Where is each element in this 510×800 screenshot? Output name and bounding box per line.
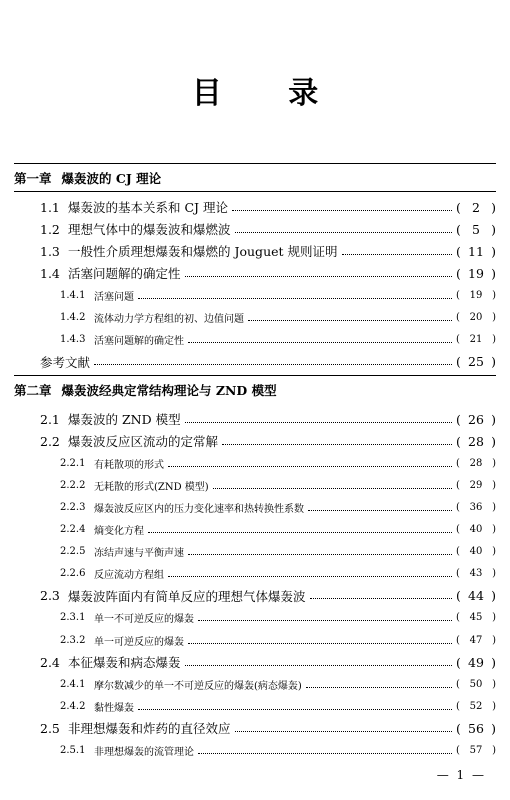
toc-section-entry bbox=[40, 718, 496, 738]
paren-close: ) bbox=[492, 634, 496, 646]
entry-page bbox=[456, 612, 496, 623]
entry-title: 黏性爆轰 bbox=[94, 702, 134, 714]
entry-title: 活塞问题解的确定性 bbox=[94, 336, 184, 348]
entry-page bbox=[456, 745, 496, 756]
entry-page bbox=[456, 266, 496, 281]
entry-page-number: 19 bbox=[468, 265, 484, 281]
toc-subsection-entry bbox=[60, 475, 496, 495]
dot-leader bbox=[308, 510, 452, 511]
section-rule bbox=[14, 163, 496, 164]
entry-page-number: 21 bbox=[469, 334, 483, 346]
entry-number: 2.4 bbox=[40, 654, 60, 670]
entry-page bbox=[456, 701, 496, 712]
entry-title: 无耗散的形式(ZND 模型) bbox=[94, 481, 209, 493]
paren-open: ( bbox=[456, 354, 461, 370]
entry-title: 参考文献 bbox=[40, 354, 91, 370]
dot-leader bbox=[94, 364, 452, 365]
dot-leader bbox=[148, 532, 452, 533]
dot-leader bbox=[185, 422, 452, 423]
entry-page-number: 5 bbox=[472, 221, 480, 237]
paren-close: ) bbox=[492, 289, 496, 301]
entry-title: 单一可逆反应的爆轰 bbox=[94, 636, 184, 648]
dot-leader bbox=[188, 342, 452, 343]
entry-number: 2.2.4 bbox=[60, 524, 86, 535]
entry-page bbox=[456, 222, 496, 237]
entry-number: 1.1 bbox=[40, 199, 60, 215]
paren-close: ) bbox=[491, 354, 496, 370]
paren-open: ( bbox=[456, 634, 460, 646]
entry-title: 本征爆轰和病态爆轰 bbox=[68, 655, 181, 671]
toc-section-entry bbox=[40, 409, 496, 429]
paren-open: ( bbox=[456, 221, 461, 237]
entry-page bbox=[456, 244, 496, 259]
entry-page bbox=[456, 655, 496, 670]
dot-leader bbox=[232, 210, 452, 211]
dot-leader bbox=[198, 620, 452, 621]
entry-number: 2.2.5 bbox=[60, 546, 86, 558]
toc-subsection-entry bbox=[60, 285, 496, 305]
entry-page bbox=[456, 588, 496, 603]
paren-close: ) bbox=[491, 199, 496, 215]
toc-subsection-entry bbox=[60, 520, 496, 540]
entry-title: 有耗散项的形式 bbox=[94, 459, 164, 471]
entry-title: 单一不可逆反应的爆轰 bbox=[94, 614, 194, 626]
paren-close: ) bbox=[492, 312, 496, 323]
chapter-label: 第二章 bbox=[14, 383, 52, 398]
entry-number: 1.4 bbox=[40, 265, 60, 281]
paren-open: ( bbox=[456, 700, 460, 712]
entry-page-number: 40 bbox=[469, 524, 483, 535]
entry-page-number: 29 bbox=[469, 479, 483, 491]
paren-open: ( bbox=[456, 265, 461, 281]
entry-number: 1.3 bbox=[40, 243, 60, 259]
entry-page bbox=[456, 721, 496, 736]
paren-open: ( bbox=[456, 501, 460, 513]
paren-open: ( bbox=[456, 546, 460, 558]
entry-page bbox=[456, 290, 496, 301]
entry-page bbox=[456, 480, 496, 491]
entry-page-number: 43 bbox=[469, 568, 483, 580]
entry-title: 熵变化方程 bbox=[94, 526, 144, 537]
entry-number: 2.2 bbox=[40, 433, 60, 449]
entry-page bbox=[456, 354, 496, 369]
paren-open: ( bbox=[456, 289, 460, 301]
toc-references-entry bbox=[40, 352, 496, 372]
entry-number: 1.4.1 bbox=[60, 289, 86, 301]
dot-leader bbox=[310, 598, 452, 599]
entry-page bbox=[456, 679, 496, 690]
paren-open: ( bbox=[456, 745, 460, 756]
entry-title: 爆轰波的基本关系和 CJ 理论 bbox=[68, 200, 229, 215]
paren-close: ) bbox=[491, 221, 496, 237]
dot-leader bbox=[188, 643, 452, 644]
toc-subsection-entry bbox=[60, 608, 496, 628]
paren-open: ( bbox=[456, 654, 461, 670]
paren-open: ( bbox=[456, 411, 461, 427]
entry-number: 2.2.6 bbox=[60, 568, 86, 580]
paren-close: ) bbox=[491, 411, 496, 427]
entry-number: 2.2.3 bbox=[60, 501, 86, 513]
chapter-label: 第一章 bbox=[14, 171, 52, 186]
entry-page-number: 19 bbox=[469, 289, 483, 301]
entry-page bbox=[456, 635, 496, 646]
entry-page-number: 28 bbox=[468, 433, 484, 449]
entry-title: 爆轰波反应区内的压力变化速率和热转换性系数 bbox=[94, 503, 304, 515]
dot-leader bbox=[198, 753, 452, 754]
toc-subsection-entry bbox=[60, 564, 496, 584]
toc-section-entry bbox=[40, 586, 496, 606]
entry-number: 2.4.2 bbox=[60, 700, 86, 712]
dot-leader bbox=[306, 687, 452, 688]
paren-close: ) bbox=[492, 524, 496, 535]
entry-page-number: 44 bbox=[468, 588, 484, 604]
paren-open: ( bbox=[456, 334, 460, 346]
entry-page bbox=[456, 502, 496, 513]
page-number: — 1 — bbox=[436, 768, 486, 782]
entry-page bbox=[456, 524, 496, 535]
toc-subsection-entry bbox=[60, 741, 496, 761]
toc-section-entry bbox=[40, 219, 496, 239]
entry-number: 2.5.1 bbox=[60, 745, 86, 756]
toc-subsection-entry bbox=[60, 330, 496, 350]
entry-page bbox=[456, 546, 496, 557]
paren-open: ( bbox=[456, 312, 460, 323]
dot-leader bbox=[222, 444, 452, 445]
entry-number: 2.2.1 bbox=[60, 457, 86, 469]
paren-open: ( bbox=[456, 457, 460, 469]
paren-close: ) bbox=[492, 745, 496, 756]
entry-number: 1.4.2 bbox=[60, 312, 86, 323]
toc-subsection-entry bbox=[60, 674, 496, 694]
entry-page-number: 52 bbox=[469, 700, 483, 712]
chapter-title: 爆轰波的 CJ 理论 bbox=[61, 171, 162, 186]
paren-close: ) bbox=[492, 479, 496, 491]
entry-title: 摩尔数减少的单一不可逆反应的爆轰(病态爆轰) bbox=[94, 680, 302, 692]
toc-section-entry bbox=[40, 431, 496, 451]
entry-title: 一般性介质理想爆轰和爆燃的 Jouguet 规则证明 bbox=[68, 244, 338, 260]
entry-number: 2.1 bbox=[40, 411, 60, 427]
toc-subsection-entry bbox=[60, 696, 496, 716]
paren-close: ) bbox=[492, 700, 496, 712]
paren-open: ( bbox=[456, 199, 461, 215]
entry-page-number: 49 bbox=[468, 654, 484, 670]
entry-number: 2.3.2 bbox=[60, 634, 86, 646]
chapter-heading bbox=[14, 380, 496, 400]
entry-page bbox=[456, 458, 496, 469]
section-rule bbox=[14, 375, 496, 376]
entry-title: 爆轰波反应区流动的定常解 bbox=[68, 434, 219, 450]
entry-title: 理想气体中的爆轰波和爆燃波 bbox=[68, 222, 231, 238]
paren-close: ) bbox=[491, 243, 496, 259]
paren-close: ) bbox=[492, 334, 496, 346]
paren-close: ) bbox=[492, 678, 496, 690]
paren-open: ( bbox=[456, 588, 461, 604]
entry-page bbox=[456, 412, 496, 427]
paren-close: ) bbox=[492, 612, 496, 624]
entry-page bbox=[456, 434, 496, 449]
entry-number: 2.3 bbox=[40, 588, 60, 604]
paren-open: ( bbox=[456, 524, 460, 535]
dot-leader bbox=[248, 320, 452, 321]
paren-open: ( bbox=[456, 433, 461, 449]
entry-number: 2.3.1 bbox=[60, 612, 86, 624]
toc-subsection-entry bbox=[60, 630, 496, 650]
dot-leader bbox=[235, 232, 452, 233]
entry-title: 冻结声速与平衡声速 bbox=[94, 548, 184, 560]
dot-leader bbox=[138, 298, 452, 299]
entry-title: 非理想爆轰和炸药的直径效应 bbox=[68, 721, 231, 737]
page-title: 目 录 bbox=[191, 76, 347, 111]
entry-page-number: 56 bbox=[468, 720, 484, 736]
entry-page-number: 47 bbox=[469, 634, 483, 646]
entry-title: 非理想爆轰的流管理论 bbox=[94, 747, 194, 758]
paren-open: ( bbox=[456, 612, 460, 624]
entry-title: 反应流动方程组 bbox=[94, 570, 164, 582]
entry-page-number: 11 bbox=[468, 243, 484, 259]
paren-open: ( bbox=[456, 568, 460, 580]
paren-close: ) bbox=[491, 588, 496, 604]
dot-leader bbox=[168, 576, 452, 577]
paren-close: ) bbox=[491, 720, 496, 736]
entry-page bbox=[456, 312, 496, 323]
paren-open: ( bbox=[456, 720, 461, 736]
paren-open: ( bbox=[456, 243, 461, 259]
entry-page-number: 25 bbox=[468, 354, 484, 370]
toc-subsection-entry bbox=[60, 497, 496, 517]
entry-page bbox=[456, 568, 496, 579]
dot-leader bbox=[185, 276, 452, 277]
entry-page-number: 28 bbox=[469, 457, 483, 469]
toc-section-entry bbox=[40, 652, 496, 672]
entry-number: 2.2.2 bbox=[60, 479, 86, 491]
entry-page bbox=[456, 334, 496, 345]
entry-title: 爆轰波的 ZND 模型 bbox=[68, 412, 181, 427]
paren-open: ( bbox=[456, 678, 460, 690]
entry-page-number: 45 bbox=[469, 612, 483, 624]
paren-close: ) bbox=[492, 546, 496, 558]
entry-number: 1.2 bbox=[40, 221, 60, 237]
paren-close: ) bbox=[491, 433, 496, 449]
toc-section-entry bbox=[40, 263, 496, 283]
paren-close: ) bbox=[491, 265, 496, 281]
dot-leader bbox=[213, 488, 452, 489]
entry-title: 流体动力学方程组的初、边值问题 bbox=[94, 314, 244, 325]
dot-leader bbox=[185, 665, 452, 666]
entry-page-number: 40 bbox=[469, 546, 483, 558]
entry-page-number: 50 bbox=[469, 678, 483, 690]
entry-title: 活塞问题 bbox=[94, 291, 134, 303]
toc-section-entry bbox=[40, 241, 496, 261]
entry-title: 爆轰波阵面内有简单反应的理想气体爆轰波 bbox=[68, 588, 306, 604]
dot-leader bbox=[168, 466, 452, 467]
toc-subsection-entry bbox=[60, 453, 496, 473]
chapter-title: 爆轰波经典定常结构理论与 ZND 模型 bbox=[61, 383, 277, 398]
entry-page-number: 57 bbox=[469, 745, 483, 756]
paren-open: ( bbox=[456, 479, 460, 491]
entry-page-number: 2 bbox=[472, 199, 480, 215]
entry-page-number: 26 bbox=[468, 411, 484, 427]
toc-subsection-entry bbox=[60, 308, 496, 328]
chapter-heading bbox=[14, 168, 496, 188]
paren-close: ) bbox=[492, 457, 496, 469]
entry-page-number: 20 bbox=[469, 312, 483, 323]
paren-close: ) bbox=[492, 568, 496, 580]
entry-number: 1.4.3 bbox=[60, 334, 86, 346]
paren-close: ) bbox=[491, 654, 496, 670]
entry-page bbox=[456, 200, 496, 215]
toc-section-entry bbox=[40, 197, 496, 217]
paren-close: ) bbox=[492, 501, 496, 513]
entry-number: 2.5 bbox=[40, 720, 60, 736]
entry-number: 2.4.1 bbox=[60, 678, 86, 690]
dot-leader bbox=[342, 254, 452, 255]
entry-page-number: 36 bbox=[469, 501, 483, 513]
section-rule bbox=[14, 191, 496, 192]
dot-leader bbox=[138, 709, 452, 710]
dot-leader bbox=[235, 731, 452, 732]
dot-leader bbox=[188, 554, 452, 555]
toc-subsection-entry bbox=[60, 542, 496, 562]
entry-title: 活塞问题解的确定性 bbox=[68, 266, 181, 282]
